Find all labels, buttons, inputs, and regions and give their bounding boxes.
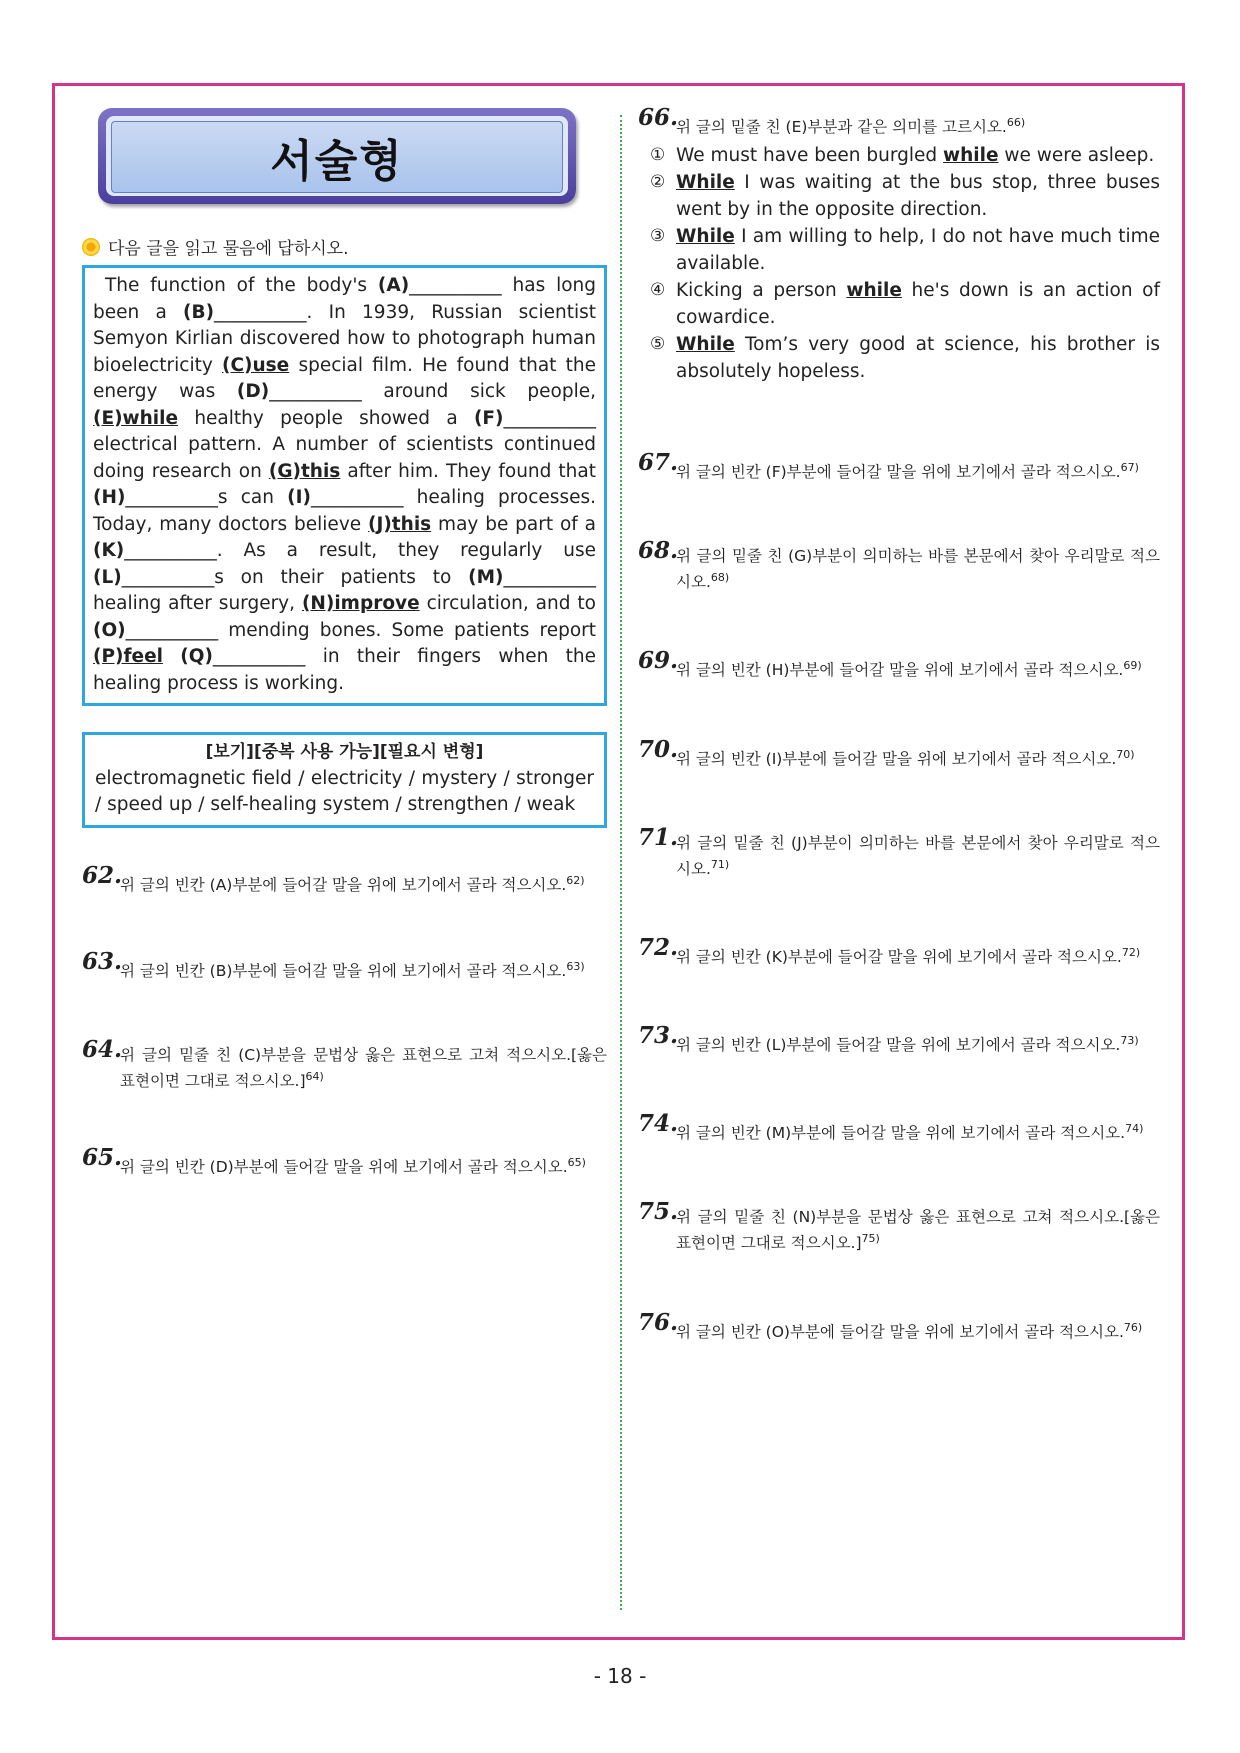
page-number: - 18 - bbox=[593, 1664, 647, 1688]
question-text: 위 글의 빈칸 (L)부분에 들어갈 말을 위에 보기에서 골라 적으시오. bbox=[676, 1036, 1121, 1055]
word-bank-box bbox=[82, 732, 607, 828]
question-number: 72. bbox=[638, 933, 679, 961]
question-text: 위 글의 빈칸 (K)부분에 들어갈 말을 위에 보기에서 골라 적으시오. bbox=[676, 948, 1122, 967]
option-keyword: While bbox=[676, 334, 735, 356]
question-72 bbox=[638, 933, 1160, 968]
option-4 bbox=[638, 277, 1160, 331]
passage-segment: The function of the body's bbox=[105, 275, 378, 296]
question-number: 70. bbox=[638, 735, 679, 763]
title-banner bbox=[98, 108, 576, 204]
passage-segment: has long been a bbox=[93, 275, 596, 323]
passage-segment: after him. They found that bbox=[340, 460, 596, 482]
blank-d: __________ bbox=[269, 381, 362, 402]
underlined-c: (C)use bbox=[222, 354, 290, 376]
question-text: 위 글의 밑줄 친 (J)부분이 의미하는 바를 본문에서 찾아 우리말로 적으시오. bbox=[676, 833, 1160, 878]
option-mark: ② bbox=[650, 172, 666, 193]
question-71 bbox=[638, 823, 1160, 880]
passage-text bbox=[93, 273, 596, 697]
passage-segment: special film. He found that the energy was bbox=[93, 354, 597, 402]
option-keyword: while bbox=[943, 145, 999, 167]
passage-segment: in their fingers when the healing process is working. bbox=[93, 646, 596, 694]
question-ref: 71) bbox=[710, 857, 730, 871]
passage-segment: healing after surgery, bbox=[93, 593, 302, 614]
question-ref: 68) bbox=[710, 571, 730, 585]
marker-b: (B) bbox=[183, 301, 215, 323]
section-title: 서술형 bbox=[111, 121, 563, 193]
question-62 bbox=[82, 861, 607, 896]
question-65 bbox=[82, 1143, 607, 1178]
question-69 bbox=[638, 647, 1160, 681]
blank-q: __________ bbox=[212, 646, 306, 667]
question-ref: 69) bbox=[1123, 659, 1142, 673]
option-mark: ③ bbox=[650, 226, 666, 247]
blank-k: __________ bbox=[124, 540, 217, 561]
blank-f: __________ bbox=[503, 407, 596, 429]
question-text: 위 글의 빈칸 (I)부분에 들어갈 말을 위에 보기에서 골라 적으시오. bbox=[676, 749, 1117, 768]
question-number: 71. bbox=[638, 823, 679, 851]
instruction-text: 다음 글을 읽고 물음에 답하시오. bbox=[108, 239, 349, 259]
question-64 bbox=[82, 1035, 607, 1092]
question-ref: 74) bbox=[1125, 1122, 1144, 1136]
option-text: I am willing to help, I do not have much time available. bbox=[676, 226, 1160, 275]
question-number: 76. bbox=[638, 1308, 679, 1336]
underlined-n: (N)improve bbox=[301, 593, 420, 614]
marker-i: (I) bbox=[287, 487, 311, 508]
passage-segment: . As a result, they regularly use bbox=[216, 540, 596, 561]
blank-h: __________ bbox=[125, 487, 218, 508]
passage-segment: around sick people, bbox=[361, 381, 596, 402]
question-ref: 70) bbox=[1116, 747, 1135, 761]
option-keyword: While bbox=[676, 172, 735, 194]
question-number: 68. bbox=[638, 537, 679, 565]
question-number: 67. bbox=[638, 449, 679, 477]
passage-segment: electrical pattern. A number of scientists continued doing research on bbox=[93, 434, 596, 482]
option-text: Tom’s very good at science, his brother is absolutely hopeless. bbox=[676, 334, 1160, 383]
question-63 bbox=[82, 947, 607, 982]
option-mark: ⑤ bbox=[650, 334, 666, 355]
marker-d: (D) bbox=[236, 381, 270, 402]
question-ref: 67) bbox=[1120, 461, 1139, 475]
question-ref: 64) bbox=[305, 1069, 324, 1083]
question-text: 위 글의 빈칸 (B)부분에 들어갈 말을 위에 보기에서 골라 적으시오. bbox=[120, 961, 567, 980]
right-column bbox=[638, 104, 1160, 1343]
option-mark: ① bbox=[650, 145, 666, 166]
question-ref: 73) bbox=[1120, 1034, 1139, 1048]
marker-o: (O) bbox=[93, 619, 126, 641]
question-text: 위 글의 빈칸 (H)부분에 들어갈 말을 위에 보기에서 골라 적으시오. bbox=[676, 661, 1124, 680]
question-text: 위 글의 밑줄 친 (C)부분을 문법상 옳은 표현으로 고쳐 적으시오.[옳은 표현이면 그대로 적으시오.] bbox=[120, 1045, 607, 1090]
blank-l: __________ bbox=[121, 566, 215, 588]
question-number: 66. bbox=[638, 104, 679, 131]
question-75 bbox=[638, 1198, 1160, 1254]
question-text: 위 글의 밑줄 친 (E)부분과 같은 의미를 고르시오. bbox=[676, 118, 1007, 137]
passage-segment: healing processes. Today, many doctors believe bbox=[93, 487, 596, 535]
blank-i: __________ bbox=[310, 487, 404, 508]
question-70 bbox=[638, 735, 1160, 770]
marker-l: (L) bbox=[93, 566, 122, 588]
title-banner-inner bbox=[106, 116, 568, 196]
question-ref: 72) bbox=[1121, 945, 1141, 959]
option-5 bbox=[638, 331, 1160, 385]
passage-segment: s on their patients to bbox=[214, 566, 469, 588]
blank-a: __________ bbox=[409, 275, 502, 296]
blank-b: __________ bbox=[214, 301, 307, 323]
question-number: 65. bbox=[82, 1143, 123, 1171]
marker-k: (K) bbox=[93, 540, 125, 561]
blank-m: __________ bbox=[503, 566, 596, 588]
marker-h: (H) bbox=[93, 487, 126, 508]
question-number: 62. bbox=[82, 861, 123, 889]
question-76 bbox=[638, 1308, 1160, 1343]
question-number: 75. bbox=[638, 1198, 679, 1226]
question-74 bbox=[638, 1110, 1160, 1144]
option-3 bbox=[638, 223, 1160, 277]
passage-segment: circulation, and to bbox=[419, 593, 596, 614]
marker-q: (Q) bbox=[180, 646, 213, 667]
question-ref: 63) bbox=[566, 959, 585, 973]
question-number: 64. bbox=[82, 1035, 123, 1063]
question-ref: 76) bbox=[1123, 1320, 1143, 1334]
option-2 bbox=[638, 169, 1160, 223]
option-1 bbox=[638, 142, 1160, 169]
left-column bbox=[82, 108, 607, 1178]
blank-o: __________ bbox=[125, 619, 219, 641]
passage-segment: healthy people showed a bbox=[178, 407, 474, 429]
option-text: we were asleep. bbox=[998, 145, 1155, 167]
passage-segment bbox=[163, 646, 180, 667]
question-73 bbox=[638, 1022, 1160, 1056]
question-67 bbox=[638, 449, 1160, 483]
question-text: 위 글의 빈칸 (F)부분에 들어갈 말을 위에 보기에서 골라 적으시오. bbox=[676, 463, 1121, 482]
underlined-g: (G)this bbox=[268, 460, 341, 482]
question-ref: 65) bbox=[567, 1155, 586, 1169]
question-66 bbox=[638, 104, 1160, 138]
marker-a: (A) bbox=[377, 275, 410, 296]
word-bank-title: [보기][중복 사용 가능][필요시 변형] bbox=[205, 742, 484, 762]
marker-m: (M) bbox=[468, 566, 504, 588]
question-68 bbox=[638, 537, 1160, 593]
passage-segment: s can bbox=[217, 487, 288, 508]
passage-box bbox=[82, 265, 607, 706]
option-text: I was waiting at the bus stop, three buses went by in the opposite direction. bbox=[676, 172, 1160, 221]
option-mark: ④ bbox=[650, 280, 666, 301]
option-text: We must have been burgled bbox=[676, 145, 944, 167]
passage-segment: . In 1939, Russian scientist Semyon Kirlian discovered how to photograph human bioelectricity bbox=[93, 301, 596, 376]
question-text: 위 글의 빈칸 (O)부분에 들어갈 말을 위에 보기에서 골라 적으시오. bbox=[676, 1322, 1124, 1341]
question-number: 73. bbox=[638, 1022, 679, 1050]
marker-f: (F) bbox=[473, 407, 504, 429]
word-bank-words: electromagnetic field / electricity / mystery / stronger / speed up / self-healing system / strengthen / weak bbox=[95, 767, 594, 815]
passage-segment: may be part of a bbox=[431, 513, 596, 535]
option-keyword: while bbox=[846, 280, 902, 302]
question-ref: 66) bbox=[1006, 116, 1026, 129]
underlined-p: (P)feel bbox=[93, 646, 163, 667]
passage-segment: mending bones. Some patients report bbox=[218, 619, 596, 641]
question-text: 위 글의 빈칸 (D)부분에 들어갈 말을 위에 보기에서 골라 적으시오. bbox=[120, 1158, 568, 1177]
underlined-j: (J)this bbox=[368, 513, 432, 535]
question-66-options bbox=[638, 142, 1160, 385]
question-number: 74. bbox=[638, 1110, 679, 1138]
flower-icon bbox=[82, 238, 100, 256]
underlined-e: (E)while bbox=[93, 407, 179, 429]
instruction-line bbox=[82, 234, 607, 259]
question-text: 위 글의 빈칸 (A)부분에 들어갈 말을 위에 보기에서 골라 적으시오. bbox=[120, 875, 567, 894]
question-number: 69. bbox=[638, 647, 679, 675]
option-text: Kicking a person bbox=[676, 280, 847, 302]
option-text: he's down is an action of cowardice. bbox=[676, 280, 1160, 329]
question-text: 위 글의 빈칸 (M)부분에 들어갈 말을 위에 보기에서 골라 적으시오. bbox=[676, 1124, 1126, 1143]
question-text: 위 글의 밑줄 친 (N)부분을 문법상 옳은 표현으로 고쳐 적으시오.[옳은 표현이면 그대로 적으시오.] bbox=[676, 1208, 1160, 1253]
question-text: 위 글의 밑줄 친 (G)부분이 의미하는 바를 본문에서 찾아 우리말로 적으시오. bbox=[676, 547, 1160, 592]
question-ref: 62) bbox=[566, 873, 585, 887]
question-number: 63. bbox=[82, 947, 123, 975]
column-divider bbox=[620, 115, 622, 1610]
option-keyword: While bbox=[676, 226, 735, 248]
question-ref: 75) bbox=[861, 1232, 880, 1246]
